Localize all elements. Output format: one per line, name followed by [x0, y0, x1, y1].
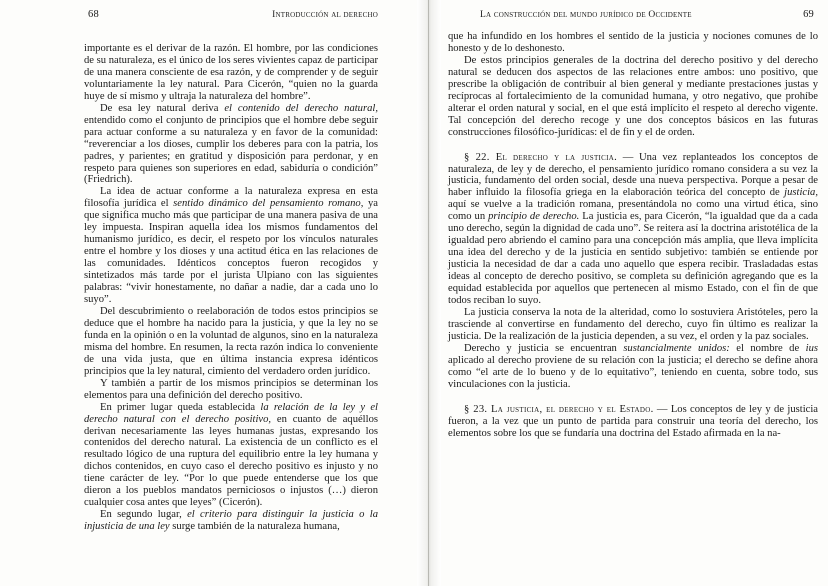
paragraph [448, 152, 818, 307]
italic-text: sentido dinámico del pensamiento romano, [173, 198, 364, 210]
paragraph [84, 103, 378, 187]
paragraph [448, 307, 818, 343]
right-running-head [480, 9, 814, 20]
text-run: en cuanto de aquéllos derivan necesariamente las leyes humanas justas, expresando los contenidos del derecho natural. La existencia de un conflicto es el resultado lógico de una ruptura del equilibrio entre la ley humana y dichos contenidos, en cuyo caso el derecho positivo es injusto y no tiene carácter de ley. “Por lo que puede entenderse que los que dieron a los pueblos mandatos perniciosos o injustos (…) dieron cualquier cosa antes que leyes” (Cicerón). [84, 413, 378, 509]
italic-text: ius [805, 342, 818, 354]
text-run: — Los conceptos de ley y de justicia fueron, a la vez que un punto de partida para construir una teoría del derecho, los elementos sobre los que se fundaría una doctrina del Estado afirmada en la na- [448, 403, 818, 439]
book-gutter [417, 0, 441, 586]
text-run: — Una vez replanteados los conceptos de naturaleza, de ley y de derecho, el pensamiento jurídico romano considera a su vez la justicia, fundamento del orden social, desde una nueva perspectiva. Porque a pesar de haber influido la filosofía griega en la elaboración teórica del concepto de [448, 151, 818, 199]
text-run: Derecho y justicia se encuentran [464, 342, 624, 354]
italic-text: el criterio para distinguir la justicia o la injusticia de una ley [84, 509, 378, 533]
text-run: Del descubrimiento o reelaboración de todos estos principios se deduce que el hombre ha nacido para la justicia, y que la ley no se funda en la opinión o en la voluntad de algunos, sino en la naturaleza misma del hombre. En resumen, la recta razón indica lo conveniente de una vida justa, que en última instancia expresa idénticos principios que la ley natural, cimiento del verdadero orden jurídico. [84, 305, 378, 377]
left-running-title: Introducción al derecho [272, 10, 378, 20]
text-run: La justicia conserva la nota de la alteridad, como lo sostuviera Aristóteles, pero la trasciende al convertirse en fundamento del derecho, cuyo fin último es realizar la justicia. De la realización de la justicia dependen, a su vez, el orden y la paz sociales. [448, 306, 818, 342]
text-run: que ha infundido en los hombres el sentido de la justicia y nociones comunes de lo honesto y de lo deshonesto. [448, 31, 818, 54]
paragraph [84, 186, 378, 306]
paragraph [448, 404, 818, 440]
text-run: aquí se vuelve a la tradición romana, presentándola no como una virtud ética, sino como un [448, 199, 818, 223]
text-run: ya que significa mucho más que participar de una manera pasiva de una ley impuesta. Inspiran aquella idea los mismos fundamentos del humanismo jurídico, es decir, el respeto por los vínculos naturales entre el hombre y los dioses y una actitud ética en las relaciones de las comunidades. Idénticos conceptos fueron recogidos y sintetizados más tarde por el jurista Ulpiano con las siguientes palabras: “vivir honestamente, no dañar a nadie, dar a cada uno lo suyo”. [84, 198, 378, 306]
paragraph [84, 509, 378, 533]
text-run: entendido como el conjunto de principios que el hombre debe seguir para actuar conforme a su naturaleza y en favor de la comunidad: “reverenciar a los dioses, cumplir los deberes para con la patria, los padres, y parientes; en gratitud y disposición para perdonar, y en respeto para quienes son superiores en edad, sabiduría o condición” (Friedrich). [84, 114, 378, 186]
paragraph [448, 343, 818, 391]
right-page-number: 69 [803, 9, 814, 20]
paragraph [84, 306, 378, 378]
left-running-head [88, 9, 378, 20]
gutter-fold-line [428, 0, 429, 586]
paragraph [84, 43, 378, 103]
text-run: aplicado al derecho proviene de su relación con la justicia; el derecho se define ahora como “el arte de lo bueno y de lo equitativo”, teniendo en cuenta, sobre todo, sus vinculaciones con la justicia. [448, 354, 818, 390]
text-run: En primer lugar queda establecida [100, 401, 261, 413]
paragraph [84, 378, 378, 402]
section-break [448, 391, 818, 404]
right-page-body [448, 31, 818, 440]
paragraph [448, 31, 818, 55]
text-run: Y también a partir de los mismos principios se determinan los elementos para una definición del derecho positivo. [84, 377, 378, 401]
section-break [448, 139, 818, 152]
left-page-number: 68 [88, 9, 99, 20]
italic-text: sustancialmente unidos: [623, 342, 730, 354]
italic-text: la relación de la ley y el derecho natural con el derecho positivo, [84, 401, 378, 425]
text-run: La idea de actuar conforme a la naturaleza expresa en esta filosofía jurídica el [84, 186, 378, 210]
text-run: De esa ley natural deriva [100, 102, 225, 114]
text-run: importante es el derivar de la razón. El hombre, por las condiciones de su naturaleza, es el único de los seres vivientes capaz de participar de una manera consciente de esa razón, y de comprender y de seguir voluntariamente la ley natural. Para Cicerón, “quien no la guarda huye de sí mismo y ultraja la naturaleza del hombre”. [84, 43, 378, 102]
paragraph [448, 55, 818, 139]
right-running-title: La construcción del mundo jurídico de Occidente [480, 10, 692, 20]
section-heading: § 22. El derecho y la justicia. [464, 151, 618, 163]
text-run: el nombre de [729, 342, 806, 354]
text-run: surge también de la naturaleza humana, [169, 521, 340, 533]
paragraph [84, 402, 378, 510]
left-page-body [84, 43, 378, 533]
italic-text: justicia, [784, 187, 818, 199]
text-run: La justicia es, para Cicerón, “la igualdad que da a cada uno derecho, según la dignidad de cada uno”. Se reitera así la doctrina aristotélica de la igualdad pero abriendo el camino para una concepción más amplia, que lleva implícita una idea del derecho y de la justicia en sentido subjetivo: también se entiende por justicia la necesidad de dar a cada uno aquello que espera recibir. Trasladadas estas ideas al concepto de derecho positivo, se completa su definición agregando que es la equidad establecida por aquellos que pertenecen al mismo Estado, con el fin de que todos reciban lo suyo. [448, 211, 818, 307]
italic-text: principio de derecho. [488, 211, 580, 223]
text-run: En segundo lugar, [100, 509, 188, 521]
italic-text: el contenido del derecho natural, [224, 102, 378, 114]
right-page [440, 0, 828, 586]
section-heading: § 23. La justicia, el derecho y el Estado. [464, 403, 654, 415]
text-run: De estos principios generales de la doctrina del derecho positivo y del derecho natural se deducen dos aspectos de las relaciones entre ambos: uno positivo, que prescribe la obligación de contribuir al bien general y mediante prestaciones justas y recíprocas al fortalecimiento de la comunidad humana, y otro negativo, que prohíbe alterar el orden natural y social, en el que está implícito el respeto al derecho vigente. Tal concepción del derecho recoge y une dos conceptos básicos en las futuras construcciones filosófico-jurídicas: el de fin y el de orden. [448, 54, 818, 138]
